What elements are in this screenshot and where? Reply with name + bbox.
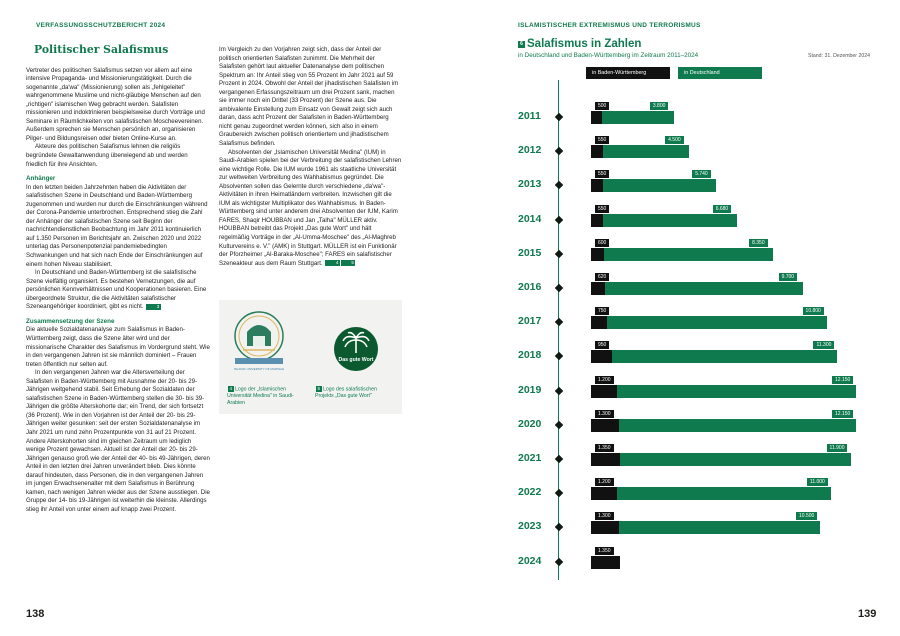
timeline-marker [555,318,563,326]
logo-caption-dgw: 5 Logo des salafistischen Projekts „Das gute Wort" [315,386,377,400]
year-label: 2021 [518,452,542,464]
timeline-marker [555,215,563,223]
label-deutschland: 10.500 [796,512,817,520]
year-label: 2017 [518,315,542,328]
svg-text:Das gute Wort: Das gute Wort [338,357,374,363]
label-baden-wuerttemberg: 600 [595,239,609,247]
chart-title: 6 Salafismus in Zahlen [518,38,641,50]
label-deutschland: 8.350 [749,239,768,247]
reference-marker: 3 [146,304,161,310]
year-label: 2020 [518,417,542,430]
timeline-marker [555,489,563,497]
label-deutschland: 11.900 [827,444,848,452]
bar-baden-wuerttemberg [591,487,617,500]
timeline-marker [555,181,563,189]
label-deutschland: 11.300 [813,341,834,349]
timeline-marker [555,455,563,463]
timeline-marker [555,284,563,292]
bar-deutschland [591,487,831,500]
timeline-marker [555,523,563,531]
iuim-logo-image [229,310,289,372]
label-deutschland: 10.800 [803,307,824,315]
paragraph: In Deutschland und Baden-Württemberg ist die salafistische Szene vielfältig organisiert. Es bestehen Vernetzungen, die auf persönlichen Kennverhältnissen und Kooperationen basieren. Eine übergeordnete Struktur, die die Aktivitäten salafistischer Szeneangehöriger koordiniert, gibt es nicht. 3 [26,269,207,311]
label-deutschland: 3.800 [650,102,669,110]
year-label: 2016 [518,281,542,293]
bar-baden-wuerttemberg [591,385,617,398]
year-label: 2022 [518,486,542,499]
year-label: 2014 [518,212,542,225]
bar-baden-wuerttemberg [591,419,619,432]
timeline-marker [555,250,563,258]
bar-baden-wuerttemberg [591,214,603,227]
label-deutschland: 9.700 [779,273,798,281]
bar-baden-wuerttemberg [591,111,602,124]
timeline-marker [555,113,563,121]
year-label: 2013 [518,178,542,191]
bar-deutschland [591,385,856,398]
reference-marker: 5 [341,260,356,266]
right-page [450,0,900,636]
bar-deutschland [591,453,851,466]
bar-baden-wuerttemberg [591,248,604,261]
label-deutschland: 12.150 [832,410,853,418]
logo-figure-box [219,300,402,414]
label-deutschland: 11.000 [807,478,828,486]
reference-marker: 4 [325,260,340,266]
page-number-right: 139 [858,608,877,620]
label-baden-wuerttemberg: 620 [595,273,609,281]
timeline-marker [555,557,563,565]
running-head-left: VERFASSUNGSSCHUTZBERICHT 2024 [36,22,166,29]
year-label: 2011 [518,110,541,122]
label-baden-wuerttemberg: 1.200 [595,376,614,384]
logo-caption-iuim: 4 Logo der „Islamischen Universität Medina" in Saudi-Arabien [227,386,294,406]
chart-subtitle: in Deutschland und Baden-Württemberg im Zeitraum 2011–2024 [518,52,699,59]
bar-deutschland [591,316,827,329]
timeline-marker [555,421,563,429]
label-deutschland: 6.680 [713,205,732,213]
year-label: 2019 [518,383,542,396]
bar-baden-wuerttemberg [591,556,620,569]
bar-baden-wuerttemberg [591,282,605,295]
label-deutschland: 12.150 [832,376,853,384]
paragraph: Absolventen der „Islamischen Universität Medina" (IUM) in Saudi-Arabien spielen bei der Verbreitung der salafistischen Lehren eine wichtige Rolle. Die IUM wurde 1961 als staatliche Universität zur weltweiten Verbreitung des Wahhabismus gegründet. Die Absolventen sollen das Gelernte durch verschiedene „da'wa"-Aktivitäten in ihren Heimatländern verbreiten. Inzwischen gilt die IUM als wichtigster Multiplikator des Wahhabismus. In Baden-Württemberg sind unter anderem drei Absolventen der IUM, Karim FARES, Shaqir HOUBBAN und Jan „Talha" MÜLLER aktiv. HOUBBAN betreibt das Projekt „Das gute Wort" und hält regelmäßig Vorträge in der „Al-Umma-Moschee" des „Al-Maghreb Kulturvereins e. V." (AMK) in Stuttgart. MÜLLER ist ein Funktionär der Pforzheimer „Al-Baraka-Moschee"; FARES ein salafistischer Szeneakteur aus dem Raum Stuttgart. 4 5 [219,148,402,267]
paragraph: In den vergangenen Jahren war die Altersverteilung der Salafisten in Baden-Württemberg mit Ausnahme der 20- bis 29-Jährigen weitgehend stabil. Seit Erhebung der Sozialdaten der salafistischen Szene in Baden-Württemberg stellen die 30- bis 39-Jährigen die größte Alterskohorte dar; ein Trend, der sich fortsetzt (36 Prozent). Wie in den Vorjahren ist der Anteil der 20- bis 29-Jährigen weiter gesunken: seit der ersten Sozialdatenanalyse im Jahr 2021 um rund zehn Prozentpunkte von 31 auf 21 Prozent. Andere Alterskohorten sind im gleichen Zeitraum um lediglich wenige Prozent gewachsen. Aktuell ist der Anteil der 20- bis 29-Jährigen genauso groß wie der Anteil der 40- bis 49-Jährigen, deren Anteil in den letzten drei Jahren unverändert blieb. Dies könnte darauf hindeuten, dass Personen, die in den vergangenen Jahren im jungen Erwachsenenalter mit dem Salafismus in Berührung kamen, nach wenigen Jahren wieder aus der Szene ausstiegen. Die Gruppe der 14- bis 19-Jährigen ist weiterhin die kleinste. Allerdings stieg ihr Anteil von unter einem auf knapp zwei Prozent. [26,369,210,513]
year-label: 2018 [518,349,542,362]
year-label: 2024 [518,554,542,567]
bar-baden-wuerttemberg [591,350,612,363]
label-baden-wuerttemberg: 550 [595,205,609,213]
paragraph: Die aktuelle Sozialdatenanalyse zum Salafismus in Baden-Württemberg zeigt, dass die Szene älter wird und der missionarische Charakter des Salafismus im Vordergrund steht. Wie in den vergangenen Jahren ist sie männlich dominiert – Frauen treten öffentlich nur selten auf. [26,326,210,368]
bar-baden-wuerttemberg [591,179,603,192]
bar-baden-wuerttemberg [591,521,619,534]
paragraph: Akteure des politischen Salafismus lehnen die religiös begründete Gewaltanwendung überwiegend ab und werden friedlich für ihre Ansichten. [26,143,188,168]
label-baden-wuerttemberg: 1.200 [595,478,614,486]
label-baden-wuerttemberg: 750 [595,307,609,315]
text-column-2 [219,46,403,268]
bar-deutschland [591,214,737,227]
subheading-anhaenger: Anhänger [26,175,56,183]
bar-deutschland [591,179,716,192]
bar-baden-wuerttemberg [591,316,607,329]
year-label: 2023 [518,520,542,533]
paragraph: Im Vergleich zu den Vorjahren zeigt sich, dass der Anteil der politisch orientierten Salafisten zunimmt. Die Mehrheit der Salafisten gehört laut aktueller Datenanalyse dem politischen Spektrum an: Ihr Anteil stieg von 55 Prozent im Jahr 2021 auf 59 Prozent in 2024. Obwohl der Anteil der jihadistischen Salafisten im vergangenen Erfassungszeitraum um drei Prozent sank, machen sie immer noch ein Drittel (33 Prozent) der Szene aus. Die ambivalente Einstellung zum Einsatz von Gewalt zeigt sich auch daran, dass acht Prozent der Salafisten in Baden-Württemberg nicht genau zugeordnet werden können, sich also in einem Graubereich zwischen politisch orientiertem und jihadistischem Salafismus befinden. [219,46,399,148]
label-baden-wuerttemberg: 550 [595,170,609,178]
label-baden-wuerttemberg: 950 [595,341,609,349]
das-gute-wort-logo [334,327,378,371]
label-baden-wuerttemberg: 1.350 [595,547,614,555]
subheading-zusammensetzung: Zusammensetzung der Szene [26,317,115,325]
label-baden-wuerttemberg: 1.300 [595,512,614,520]
chart-stand-date: Stand: 31. Dezember 2024 [808,53,871,59]
label-baden-wuerttemberg: 1.350 [595,444,614,452]
page-number-left: 138 [26,608,45,620]
legend-de: in Deutschland [678,67,762,79]
chart-reference-marker: 6 [518,41,525,48]
running-head-right: ISLAMISTISCHER EXTREMISMUS UND TERRORISMUS [518,22,701,29]
year-label: 2015 [518,246,542,259]
label-deutschland: 5.740 [692,170,711,178]
label-baden-wuerttemberg: 1.300 [595,410,614,418]
bar-baden-wuerttemberg [591,145,603,158]
legend-bw: in Baden-Württemberg [586,67,670,79]
timeline-marker [555,147,563,155]
bar-deutschland [591,145,689,158]
bar-deutschland [591,248,773,261]
bar-deutschland [591,521,820,534]
section-title: Politischer Salafismus [34,43,169,56]
bar-deutschland [591,282,803,295]
bar-baden-wuerttemberg [591,453,620,466]
paragraph: In den letzten beiden Jahrzehnten haben die Aktivitäten der salafistischen Szene in Deutschland und Baden-Württemberg zugenommen und wurden nur durch die Einschränkungen während der Corona-Pandemie unterbrochen. Entsprechend stieg die Zahl der Anhänger der salafistischen Szene seit Beginn der nachrichtendienstlichen Beobachtung im Jahr 2011 kontinuierlich auf 1.350 Personen im Berichtsjahr an. Zwischen 2020 und 2022 unterlag das Personenpotenzial pandemiebedingten Schwankungen und hat sich nach Ende der Einschränkungen auf einem hohen Niveau stabilisiert. [26,183,208,268]
label-baden-wuerttemberg: 500 [595,102,609,110]
bar-deutschland [591,350,837,363]
paragraph: Vertreter des politischen Salafismus setzen vor allem auf eine intensive Propaganda- und Missionierungstätigkeit. Durch die sogenannte „da'wa" (Missionierung) sollen als „fehlgeleitet" wahrgenommene Muslime und nicht-gläubige Menschen auf den „richtigen" islamischen Weg gebracht werden. Salafisten missionieren und indoktrinieren beispielsweise durch Vorträge und Seminare in Räumlichkeiten von salafistischen Moscheevereinen. Außerdem sprechen sie Menschen persönlich an, organisieren Pilger- und Bildungsreisen oder bieten Online-Kurse an. [26,66,205,142]
bar-deutschland [591,419,856,432]
text-column-1 [26,43,210,514]
timeline-marker [555,386,563,394]
timeline-marker [555,352,563,360]
svg-text:ISLAMIC UNIVERSITY OF MADINAH: ISLAMIC UNIVERSITY OF MADINAH [233,367,285,371]
label-deutschland: 4.500 [665,136,684,144]
year-label: 2012 [518,144,542,157]
bar-deutschland [591,111,674,124]
label-baden-wuerttemberg: 550 [595,136,609,144]
